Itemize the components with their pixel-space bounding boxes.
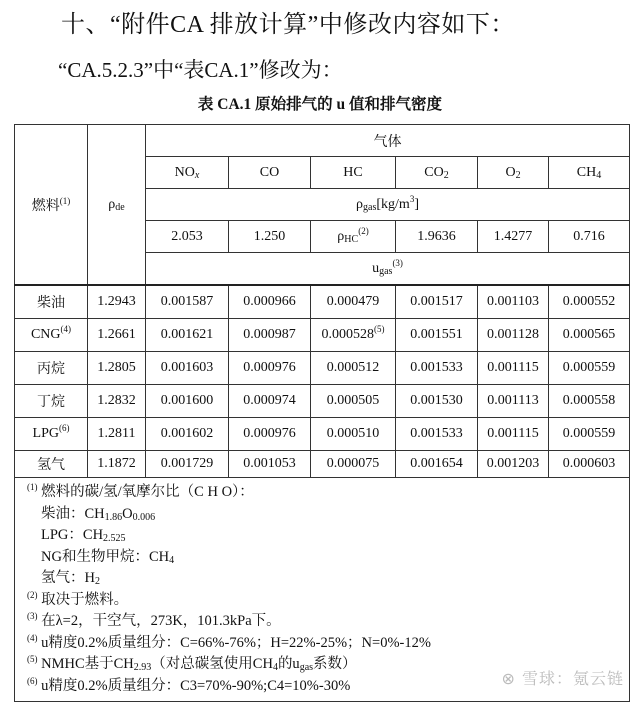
u-value: 0.000976	[229, 352, 311, 385]
section-heading: 十、“附件CA 排放计算”中修改内容如下：	[61, 12, 515, 38]
footnote-1-h2: 氢气：$H_2$	[41, 570, 100, 587]
rho-de-value: 1.2811	[88, 418, 146, 451]
rho-de-value: 1.2943	[88, 285, 146, 319]
fuel-name: 氢气	[15, 451, 88, 478]
footnote-1-ng: NG和生物甲烷：$CH_4$	[41, 548, 175, 566]
u-value: 0.001053	[229, 451, 311, 478]
u-value: 0.000479	[311, 285, 396, 319]
footnote-5: $^{(5)}$ NMHC基于$CH_{2.93}$（对总碳氢使用$CH_4$的$u_{gas}$系数）	[27, 654, 357, 673]
u-value: 0.000565	[549, 319, 630, 352]
u-value: 0.000974	[229, 385, 311, 418]
fuel-name: 丁烷	[15, 385, 88, 418]
footnote-4: $^{(4)}$ u精度0.2%质量组分：C=66%-76%；H=22%-25%；N=0%-12%	[27, 632, 431, 651]
footnote-1-diesel: 柴油：$CH_{1.86}O_{0.006}$	[41, 505, 156, 523]
u-value: 0.001115	[478, 352, 549, 385]
sub-heading: “CA.5.2.3”中“表CA.1”修改为：	[58, 58, 343, 82]
u-value: 0.001587	[146, 285, 229, 319]
fuel-name: LPG$^{(6)}$	[15, 418, 88, 451]
watermark: ⊗ 雪球：氪云链	[501, 669, 624, 688]
rho-de-header: $\rho_{de}$	[88, 125, 146, 286]
u-value: 0.001203	[478, 451, 549, 478]
fuel-name: CNG$^{(4)}$	[15, 319, 88, 352]
u-value: 0.001115	[478, 418, 549, 451]
u-value: 0.001654	[396, 451, 478, 478]
u-value: 0.000559	[549, 352, 630, 385]
gas-co: CO	[229, 157, 311, 189]
u-value: 0.000603	[549, 451, 630, 478]
u-value: 0.000552	[549, 285, 630, 319]
table-row	[15, 451, 630, 478]
fuel-header: 燃料$^{(1)}$	[15, 125, 88, 286]
gas-o2: $O_2$	[478, 157, 549, 189]
u-value: 0.001103	[478, 285, 549, 319]
table-caption: 表 CA.1 原始排气的 u 值和排气密度	[197, 96, 443, 113]
u-value: 0.000510	[311, 418, 396, 451]
fuel-name: 柴油	[15, 285, 88, 319]
density-o2: 1.4277	[478, 221, 549, 253]
u-value: 0.001128	[478, 319, 549, 352]
u-value: 0.001113	[478, 385, 549, 418]
rho-de-value: 1.2661	[88, 319, 146, 352]
footnote-6: $^{(6)}$ u精度0.2%质量组分：C3=70%-90%;C4=10%-30%	[27, 675, 351, 694]
gas-hc: HC	[311, 157, 396, 189]
footnote-2: $^{(2)}$ 取决于燃料。	[27, 589, 129, 608]
density-co: 1.250	[229, 221, 311, 253]
rho-de-value: 1.1872	[88, 451, 146, 478]
table-row	[15, 418, 630, 451]
u-gas-header: $u_{gas}^{(3)}$	[146, 253, 630, 286]
gas-ch4: $CH_4$	[549, 157, 630, 189]
rho-de-value: 1.2805	[88, 352, 146, 385]
footnote-1-lpg: LPG：$CH_{2.525}$	[41, 527, 126, 544]
u-value: 0.000976	[229, 418, 311, 451]
gas-header: 气体	[146, 125, 630, 157]
emission-table	[14, 124, 630, 702]
density-co2: 1.9636	[396, 221, 478, 253]
footnote-1: $^{(1)}$ 燃料的碳/氢/氧摩尔比（C H O）：	[27, 482, 254, 500]
u-value: 0.000559	[549, 418, 630, 451]
fuel-name: 丙烷	[15, 352, 88, 385]
u-value: 0.000075	[311, 451, 396, 478]
u-value: 0.001517	[396, 285, 478, 319]
table-row	[15, 352, 630, 385]
u-value: 0.000528$^{(5)}$	[311, 319, 396, 352]
u-value: 0.001533	[396, 352, 478, 385]
u-value: 0.000558	[549, 385, 630, 418]
u-value: 0.000505	[311, 385, 396, 418]
u-value: 0.001602	[146, 418, 229, 451]
table-row	[15, 285, 630, 319]
footnote-3: $^{(3)}$ 在λ=2，干空气，273K，101.3kPa下。	[27, 611, 281, 629]
table-row	[15, 319, 630, 352]
u-value: 0.001600	[146, 385, 229, 418]
u-value: 0.000966	[229, 285, 311, 319]
gas-nox: $NO_x$	[146, 157, 229, 189]
table-row	[15, 385, 630, 418]
u-value: 0.000512	[311, 352, 396, 385]
gas-co2: $CO_2$	[396, 157, 478, 189]
u-value: 0.001621	[146, 319, 229, 352]
density-nox: 2.053	[146, 221, 229, 253]
u-value: 0.000987	[229, 319, 311, 352]
u-value: 0.001551	[396, 319, 478, 352]
u-value: 0.001603	[146, 352, 229, 385]
rho-de-value: 1.2832	[88, 385, 146, 418]
u-value: 0.001533	[396, 418, 478, 451]
density-ch4: 0.716	[549, 221, 630, 253]
density-hc: $\rho_{HC}^{(2)}$	[311, 221, 396, 253]
u-value: 0.001530	[396, 385, 478, 418]
rho-gas-header: $\rho_{gas}[kg/m^3]$	[146, 189, 630, 221]
u-value: 0.001729	[146, 451, 229, 478]
snowball-logo-icon: ⊗	[501, 669, 522, 688]
